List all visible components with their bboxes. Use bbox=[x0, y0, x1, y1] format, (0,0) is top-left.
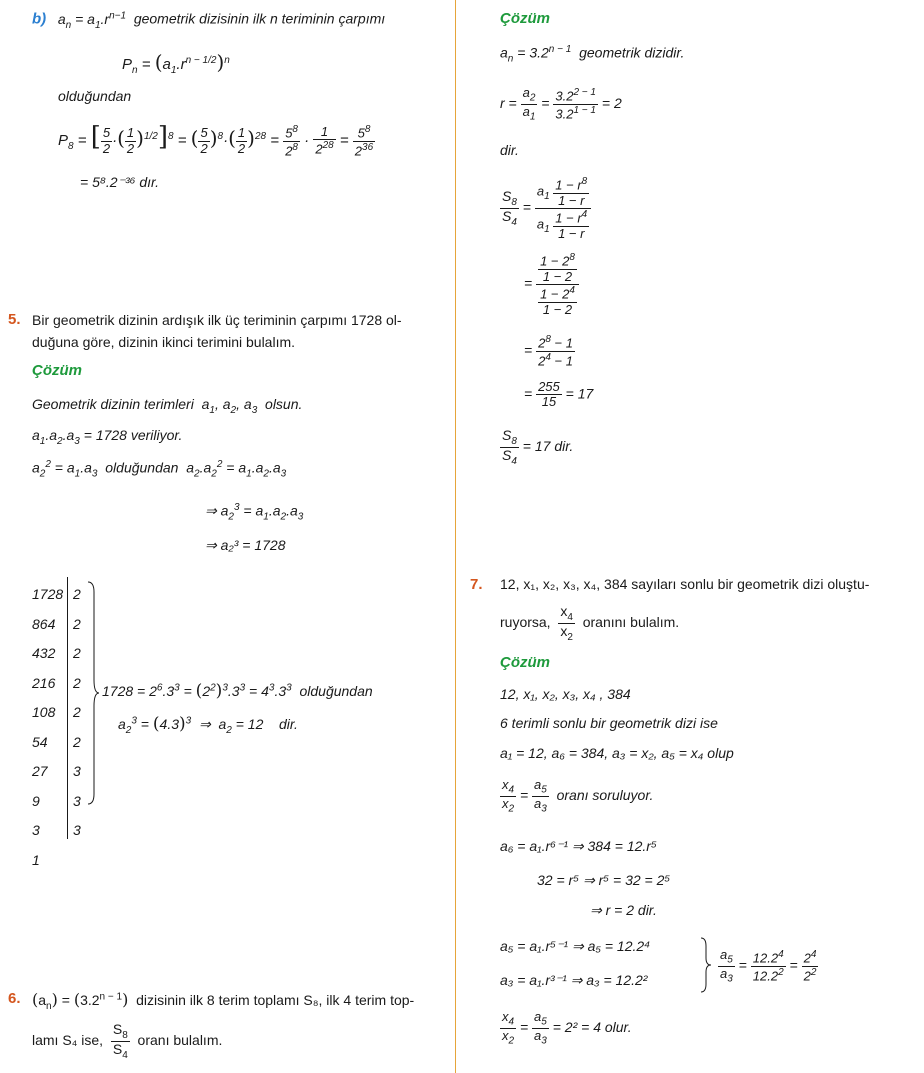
factor-left-5: 54 bbox=[32, 733, 48, 750]
s5-line-3: $a_2^2 = a_1.a_3$ olduğundan $a_2.a_2^2 = a_1.a_2.a_3$ bbox=[32, 459, 287, 480]
r-an-line: $a_n = 3.2^{n - 1}$ geometrik dizidir. bbox=[500, 44, 685, 65]
s5-line-5: ⇒ a₂³ = 1728 bbox=[205, 537, 286, 553]
factor-left-3: 216 bbox=[32, 674, 56, 691]
factor-right-1: 2 bbox=[73, 615, 81, 632]
s7-line-6: 32 = r⁵ ⇒ r⁵ = 32 = 2⁵ bbox=[537, 872, 671, 888]
factor-brace bbox=[86, 580, 100, 806]
s7-line-3: a₁ = 12, a₆ = 384, a₃ = x₂, a₅ = x₄ olup bbox=[500, 745, 734, 761]
problem-6-text-1: $(a_n) = (3.2^{n - 1})$ dizisinin ilk 8 terim toplamı S₈, ilk 4 terim top- bbox=[32, 990, 415, 1012]
s7-line-2: 6 terimli sonlu bir geometrik dizi ise bbox=[500, 715, 718, 731]
s7-line-9: a₃ = a₁.r³⁻¹ ⇒ a₃ = 12.2² bbox=[500, 972, 648, 988]
problem-5-text-1: Bir geometrik dizinin ardışık ilk üç teriminin çarpımı 1728 ol- bbox=[32, 312, 402, 328]
s7-line-5: a₆ = a₁.r⁶⁻¹ ⇒ 384 = 12.r⁵ bbox=[500, 838, 657, 854]
r-s8-s4-step2: = $\frac{\frac{1 - 2^8}{1 - 2}}{\frac{1 - 2^4}{1 - 2}}$ bbox=[524, 252, 579, 317]
factor-left-column bbox=[32, 580, 63, 875]
solution-heading-6: Çözüm bbox=[500, 10, 550, 27]
column-divider bbox=[455, 0, 456, 1073]
r-s8-s4-step4: = $\frac{255}{15}$ = 17 bbox=[524, 379, 594, 410]
r-s8-s4-step3: = $\frac{2^8 - 1}{2^4 - 1}$ bbox=[524, 334, 573, 368]
factor-left-4: 108 bbox=[32, 704, 56, 720]
factor-left-6: 27 bbox=[32, 763, 48, 779]
factor-left-2: 432 bbox=[32, 645, 56, 661]
problem-5-text-2: duğuna göre, dizinin ikinci terimini bulalım. bbox=[32, 334, 296, 350]
s5-line-1: Geometrik dizinin terimleri $a_1$, $a_2$, $a_3$ olsun. bbox=[32, 396, 303, 416]
r-dir-1: dir. bbox=[500, 142, 519, 158]
p8-equation: $P_8$ = [ $\frac{5}{2}$ ·( $\frac{1}{2}$ )$^{1/2}$]$^8$ = ( $\frac{5}{2}$ )$^8$·( $\frac{1}{2}$ )$^{28}$ = $\frac{5^8}{2^8}$ · $\frac{1}{2^{28}}$ = $\frac{5^8}{2^{36}}$ bbox=[58, 122, 374, 158]
factor-right-column bbox=[73, 580, 81, 846]
factor-right-6: 3 bbox=[73, 763, 81, 779]
solution-heading-5: Çözüm bbox=[32, 362, 82, 379]
s7-line-7: ⇒ r = 2 dir. bbox=[590, 902, 657, 918]
factor-right-4: 2 bbox=[73, 704, 81, 720]
factor-right-7: 3 bbox=[73, 792, 81, 809]
factor-right-5: 2 bbox=[73, 733, 81, 750]
problem-7-text-2: ruyorsa, $\frac{x_4}{x_2}$ oranını bulalım. bbox=[500, 603, 680, 643]
factor-right-3: 2 bbox=[73, 674, 81, 691]
factor-right-2: 2 bbox=[73, 645, 81, 661]
p8-result: = 5⁸.2⁻³⁶ dır. bbox=[80, 174, 160, 190]
s5-factorization: $1728 = 2^6.3^3 = (2^2)^3.3^3 = 4^3.3^3$ olduğundan bbox=[102, 681, 373, 701]
factor-right-8: 3 bbox=[73, 822, 81, 838]
problem-5-number-styled: 5. bbox=[8, 311, 21, 328]
factor-left-0: 1728 bbox=[32, 586, 64, 602]
problem-6-text-2: lamı S₄ ise, $\frac{S_8}{S_4}$ oranı bulalım. bbox=[32, 1021, 223, 1061]
r-s8-s4-step1: $\frac{S_8}{S_4}$ = $a_1$ $\frac{1 - r^8}{1 - r}$ $a_1$ $\frac{1 - r^4}{1 - r}$ bbox=[500, 176, 591, 241]
problem-7-number: 7. bbox=[470, 576, 483, 593]
factor-right-0: 2 bbox=[73, 586, 81, 602]
part-b-intro: b) $a_n = a_1.r^{n-1}$ geometrik dizisinin ilk n teriminin çarpımı bbox=[32, 10, 386, 31]
s7-brace bbox=[700, 936, 712, 994]
problem-7-text-1: 12, x₁, x₂, x₃, x₄, 384 sayıları sonlu bir geometrik dizi oluştu- bbox=[500, 576, 870, 592]
r-s8-s4-final: $\frac{S_8}{S_4}$ = 17 dir. bbox=[502, 427, 574, 467]
s5-line-2: $a_1.a_2.a_3 = 1728$ veriliyor. bbox=[32, 427, 183, 447]
part-b-label: b) bbox=[32, 10, 47, 28]
r-ratio-equation: r = $\frac{a_2}{a_1}$ = $\frac{3.2^{2 - 1}}{3.2^{1 - 1}}$ = 2 bbox=[500, 85, 622, 123]
problem-6-number: 6. bbox=[8, 990, 21, 1007]
s5-a2-result: $a_2^3 = (4.3)^3$ ⇒ $a_2 = 12$ dir. bbox=[118, 714, 298, 736]
solution-heading-7: Çözüm bbox=[500, 654, 550, 671]
s5-line-4: ⇒ $a_2^3 = a_1.a_2.a_3$ bbox=[205, 502, 304, 523]
s7-ratio-result: $\frac{a_5}{a_3}$ = $\frac{12.2^4}{12.2^2}$ = $\frac{2^4}{2^2}$ bbox=[720, 947, 817, 985]
factor-divider bbox=[67, 577, 68, 839]
factor-left-1: 864 bbox=[32, 615, 56, 632]
factor-left-7: 9 bbox=[32, 792, 40, 809]
factor-left-9: 1 bbox=[32, 851, 40, 868]
olduğundan-text: olduğundan bbox=[58, 88, 132, 104]
s7-line-4: $\frac{x_4}{x_2}$ = $\frac{a_5}{a_3}$ oranı soruluyor. bbox=[502, 777, 654, 815]
factor-left-8: 3 bbox=[32, 822, 40, 838]
s7-line-8: a₅ = a₁.r⁵⁻¹ ⇒ a₅ = 12.2⁴ bbox=[500, 938, 651, 954]
s7-final: $\frac{x_4}{x_2}$ = $\frac{a_5}{a_3}$ = 2² = 4 olur. bbox=[502, 1009, 632, 1047]
s7-line-1: 12, x₁, x₂, x₃, x₄ , 384 bbox=[500, 686, 631, 702]
pn-formula: $P_n = (a_1.r^{n - 1/2})^n$ bbox=[122, 50, 230, 76]
